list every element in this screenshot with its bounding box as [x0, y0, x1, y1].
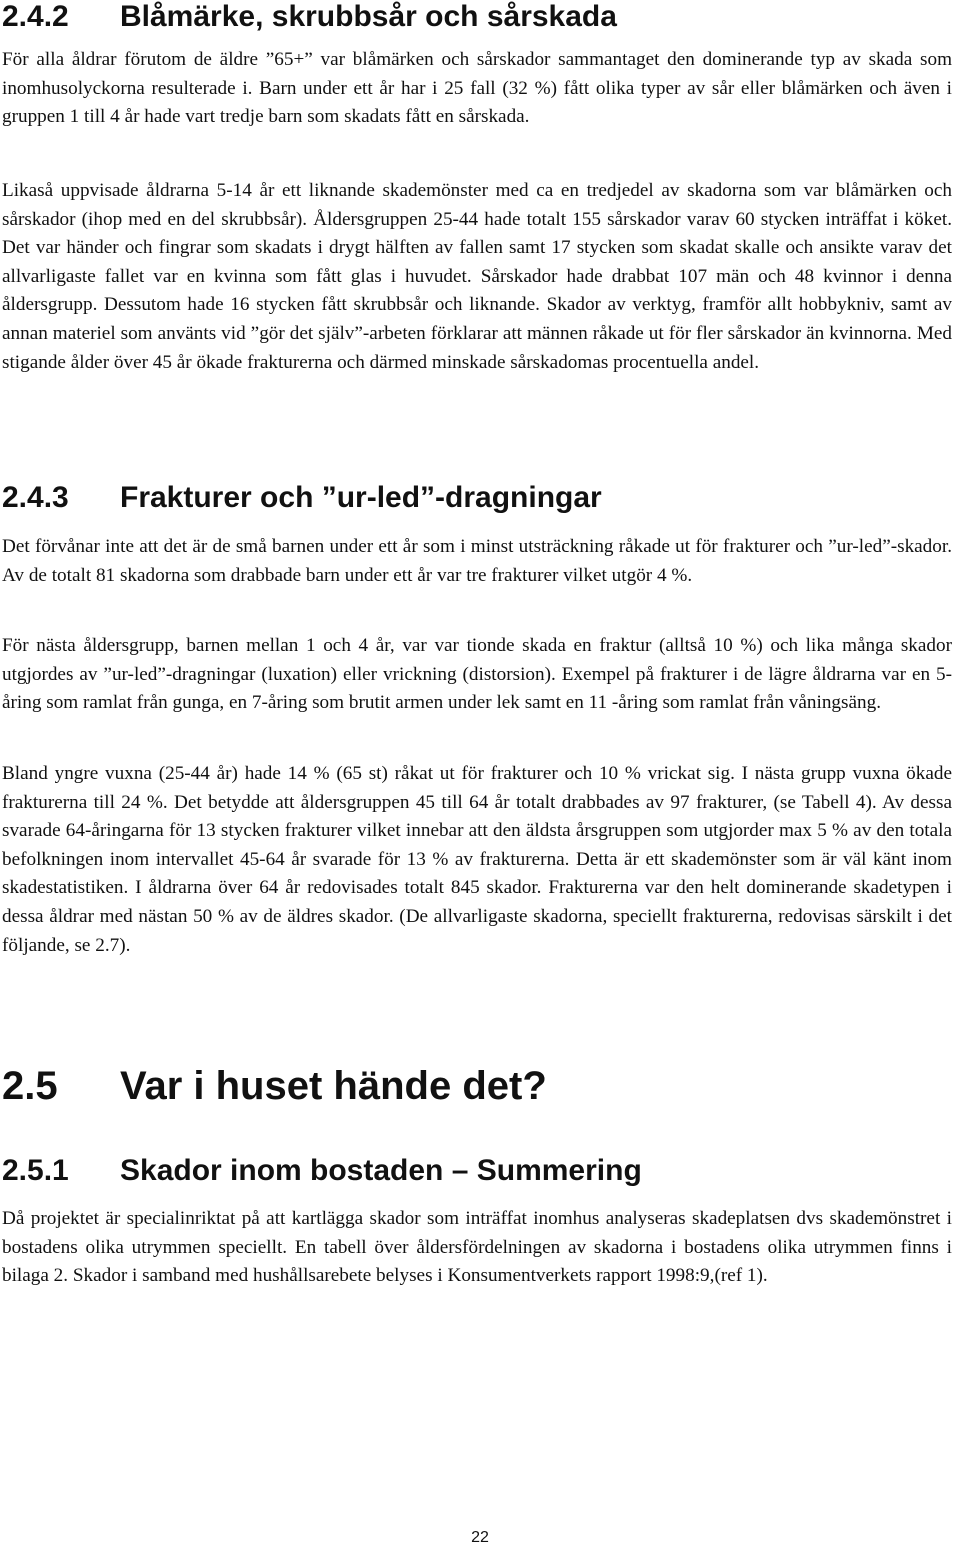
- paragraph: Bland yngre vuxna (25-44 år) hade 14 % (65 st) råkat ut för frakturer och 10 % vrickat sig. I nästa grupp vuxna ökade frakturerna till 24 %. Det betydde att åldersgruppen 45 till 64 år totalt drabbades av 97 frakturer, (se Tabell 4). Av dessa svarade 64-åringarna för 13 stycken frakturer vilket innebar att den äldsta årsgruppen som utgjorder max 5 % av den totala befolkningen inom intervallet 45-64 år svarade för 13 % av frakturerna. Detta är ett skademönster som är väl känt inom skadestatistiken. I åldrarna över 64 år redovisades totalt 845 skador. Frakturerna var den helt dominerande skadetypen i dessa åldrar med nästan 50 % av de äldres skador. (De allvarligaste skadorna, speciellt frakturerna, redovisas särskilt i det följande, se 2.7).: [2, 763, 952, 956]
- section-heading-2-4-3: [2, 481, 602, 515]
- section-heading-2-5-1: [2, 1154, 642, 1188]
- section-title: Skador inom bostaden – Summering: [120, 1154, 642, 1187]
- page-number: 22: [471, 1529, 489, 1546]
- section-title: Blåmärke, skrubbsår och sårskada: [120, 0, 617, 33]
- section-title: Var i huset hände det?: [120, 1064, 547, 1108]
- section-number: 2.4.3: [2, 481, 69, 514]
- section-heading-2-4-2: [2, 0, 617, 34]
- section-number: 2.5.1: [2, 1154, 69, 1187]
- paragraph: För alla åldrar förutom de äldre ”65+” var blåmärken och sårskador sammantaget den dominerande typ av skada som inomhusolyckorna resulterade i. Barn under ett år har i 25 fall (32 %) fått olika typer av sår eller blåmärken och även i gruppen 1 till 4 år hade vart tredje barn som skadats fått en sårskada.: [2, 49, 952, 128]
- paragraph: För nästa åldersgrupp, barnen mellan 1 och 4 år, var var tionde skada en fraktur (alltså 10 %) och lika många skador utgjordes av ”ur-led”-dragningar (luxation) eller vrickning (distorsion). Exempel på frakturer i de lägre åldrarna var en 5-åring som ramlat från gunga, en 7-åring som brutit armen under lek samt en 11 -åring som ramlat från våningsäng.: [2, 635, 952, 714]
- section-number: 2.5: [2, 1064, 58, 1108]
- paragraph: Likaså uppvisade åldrarna 5-14 år ett liknande skademönster med ca en tredjedel av skadorna som var blåmärken och sårskador (ihop med en del skrubbsår). Åldersgruppen 25-44 hade totalt 155 sårskador varav 60 stycken inträffat i köket. Det var händer och fingrar som skadats i drygt hälften av fallen samt 17 stycken som skadat skalle och ansikte varav det allvarligaste fallet var en kvinna som fått glas i huvudet. Sårskador hade drabbat 107 män och 48 kvinnor i denna åldersgrupp. Dessutom hade 16 stycken fått skrubbsår och liknande. Skador av verktyg, framför allt hobbykniv, samt av annan materiel som använts vid ”gör det själv”-arbeten förklarar att männen råkade ut för fler sårskador än kvinnorna. Med stigande ålder över 45 år ökade frakturerna och därmed minskade sårskadomas procentuella andel.: [2, 180, 952, 373]
- section-heading-2-5: [2, 1063, 547, 1109]
- section-number: 2.4.2: [2, 0, 69, 33]
- paragraph: Det förvånar inte att det är de små barnen under ett år som i minst utsträckning råkade ut för frakturer och ”ur-led”-skador. Av de totalt 81 skadorna som drabbade barn under ett år var tre frakturer vilket utgör 4 %.: [2, 536, 952, 586]
- paragraph: Då projektet är specialinriktat på att kartlägga skador som inträffat inomhus analyseras skadeplatsen dvs skademönstret i bostadens olika utrymmen speciellt. En tabell över åldersfördelningen av skadorna i bostadens olika utrymmen finns i bilaga 2. Skador i samband med hushållsarebete belyses i Konsumentverkets rapport 1998:9,(ref 1).: [2, 1208, 952, 1287]
- section-title: Frakturer och ”ur-led”-dragningar: [120, 481, 602, 514]
